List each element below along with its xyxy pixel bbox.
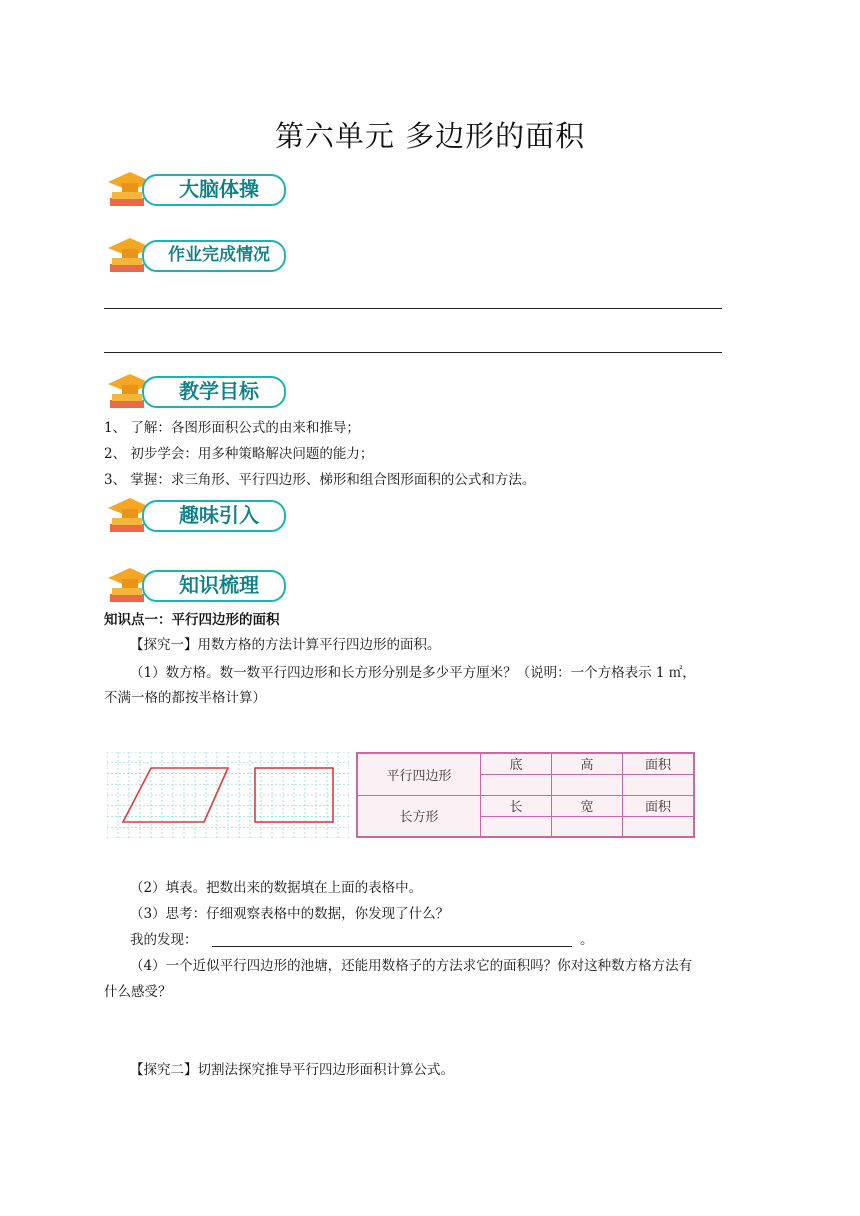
- banner-label: 教学目标: [179, 379, 259, 403]
- banner-label: 趣味引入: [179, 503, 259, 527]
- banner-intro: [104, 494, 286, 540]
- banner-brain: [104, 168, 286, 214]
- area-table: [356, 752, 695, 838]
- table-empty-cell: [552, 774, 623, 795]
- step-three-text: （3）思考：仔细观察表格中的数据，你发现了什么？: [130, 906, 450, 922]
- banner-homework: [104, 234, 286, 280]
- answer-line: [104, 308, 722, 309]
- discovery-answer-line: [212, 946, 572, 947]
- table-header-cell: 面积: [623, 753, 695, 774]
- table-header-cell: 面积: [623, 795, 695, 816]
- table-header-cell: 高: [552, 753, 623, 774]
- knowledge-point-heading: 知识点一：平行四边形的面积: [104, 612, 280, 628]
- banner-knowledge: [104, 564, 286, 610]
- explore-one-text: 【探究一】用数方格的方法计算平行四边形的面积。: [130, 637, 441, 653]
- grid-lines: [107, 752, 349, 838]
- step-four-text: （4）一个近似平行四边形的池塘，还能用数格子的方法求它的面积吗？你对这种数方格方法有: [130, 958, 693, 974]
- banner-goals: [104, 370, 286, 416]
- goal-item: 3、 掌握：求三角形、平行四边形、梯形和组合图形面积的公式和方法。: [104, 472, 536, 488]
- step-four-text-cont: 什么感受？: [104, 984, 172, 1000]
- step-one-text-cont: 不满一格的都按半格计算）: [104, 690, 266, 706]
- table-header-cell: 宽: [552, 795, 623, 816]
- step-one-text: （1）数方格。数一数平行四边形和长方形分别是多少平方厘米？（说明：一个方格表示 1 ㎡，: [130, 665, 696, 681]
- discovery-label: 我的发现：: [130, 932, 198, 948]
- table-row-label: 长方形: [357, 795, 481, 837]
- answer-line: [104, 352, 722, 353]
- grid-figure: [107, 752, 349, 838]
- table-row-label: 平行四边形: [357, 753, 481, 795]
- table-empty-cell: [623, 816, 695, 837]
- table-header-cell: 长: [481, 795, 552, 816]
- table-header-cell: 底: [481, 753, 552, 774]
- table-empty-cell: [552, 816, 623, 837]
- table-empty-cell: [481, 816, 552, 837]
- banner-label: 大脑体操: [179, 177, 259, 201]
- discovery-end: 。: [580, 932, 594, 948]
- goal-item: 2、 初步学会：用多种策略解决问题的能力；: [104, 446, 374, 462]
- explore-two-text: 【探究二】切割法探究推导平行四边形面积计算公式。: [130, 1062, 454, 1078]
- banner-label: 作业完成情况: [168, 245, 270, 265]
- step-two-text: （2）填表。把数出来的数据填在上面的表格中。: [130, 880, 423, 896]
- banner-label: 知识梳理: [179, 573, 259, 597]
- goal-item: 1、 了解：各图形面积公式的由来和推导；: [104, 420, 360, 436]
- table-empty-cell: [623, 774, 695, 795]
- table-empty-cell: [481, 774, 552, 795]
- page-title: 第六单元 多边形的面积: [274, 119, 586, 153]
